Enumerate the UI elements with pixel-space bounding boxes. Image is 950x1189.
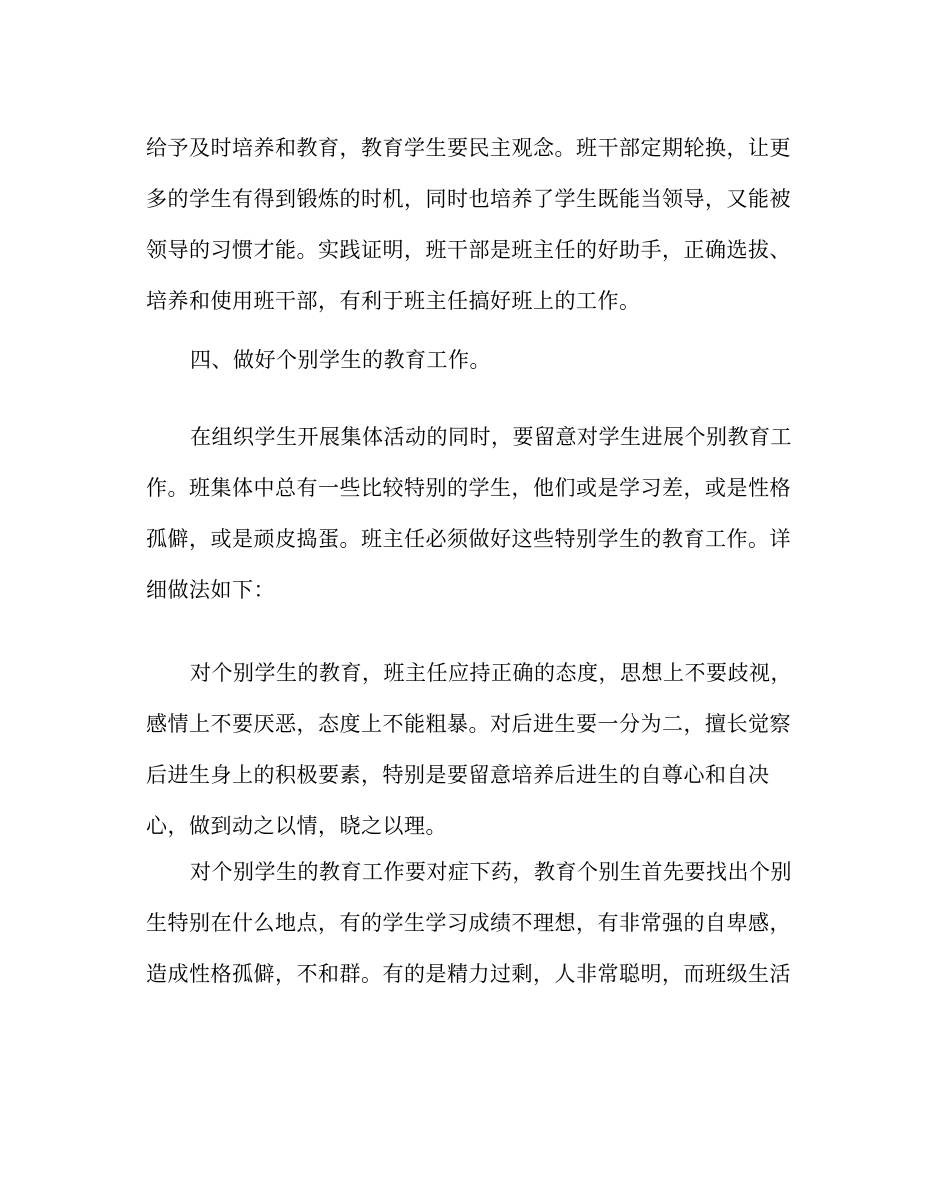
text-line: 心，做到动之以情，晓之以理。 — [146, 814, 447, 838]
paragraph-correct-attitude — [146, 648, 806, 852]
text-line: 后进生身上的积极要素，特别是要留意培养后进生的自尊心和自决 — [146, 763, 770, 787]
text-line: 领导的习惯才能。实践证明，班干部是班主任的好助手，正确选拔、 — [146, 238, 791, 262]
text-line: 对个别学生的教育工作要对症下药，教育个别生首先要找出个别 — [190, 860, 792, 884]
text-line: 培养和使用班干部，有利于班主任搞好班上的工作。 — [146, 289, 641, 313]
text-line: 生特别在什么地点，有的学生学习成绩不理想，有非常强的自卑感， — [146, 911, 791, 935]
text-line: 孤僻，或是顽皮捣蛋。班主任必须做好这些特别学生的教育工作。详 — [146, 527, 791, 551]
text-line: 多的学生有得到锻炼的时机，同时也培养了学生既能当领导，又能被 — [146, 187, 791, 211]
text-line: 作。班集体中总有一些比较特别的学生，他们或是学习差，或是性格 — [146, 476, 791, 500]
section-heading-text: 四、做好个别学生的教育工作。 — [190, 348, 491, 372]
text-line: 对个别学生的教育，班主任应持正确的态度，思想上不要歧视， — [190, 661, 792, 685]
paragraph-targeted-education — [146, 847, 806, 1000]
paragraph-class-cadre-training — [146, 123, 806, 327]
text-line: 细做法如下： — [146, 578, 275, 602]
text-line: 给予及时培养和教育，教育学生要民主观念。班干部定期轮换，让更 — [146, 136, 791, 160]
text-line: 感情上不要厌恶，态度上不能粗暴。对后进生要一分为二，擅长觉察 — [146, 712, 791, 736]
section-heading — [146, 335, 806, 386]
paragraph-individual-education — [146, 412, 806, 616]
text-line: 造成性格孤僻，不和群。有的是精力过剩，人非常聪明，而班级生活 — [146, 962, 791, 986]
text-line: 在组织学生开展集体活动的同时，要留意对学生进展个别教育工 — [190, 425, 792, 449]
